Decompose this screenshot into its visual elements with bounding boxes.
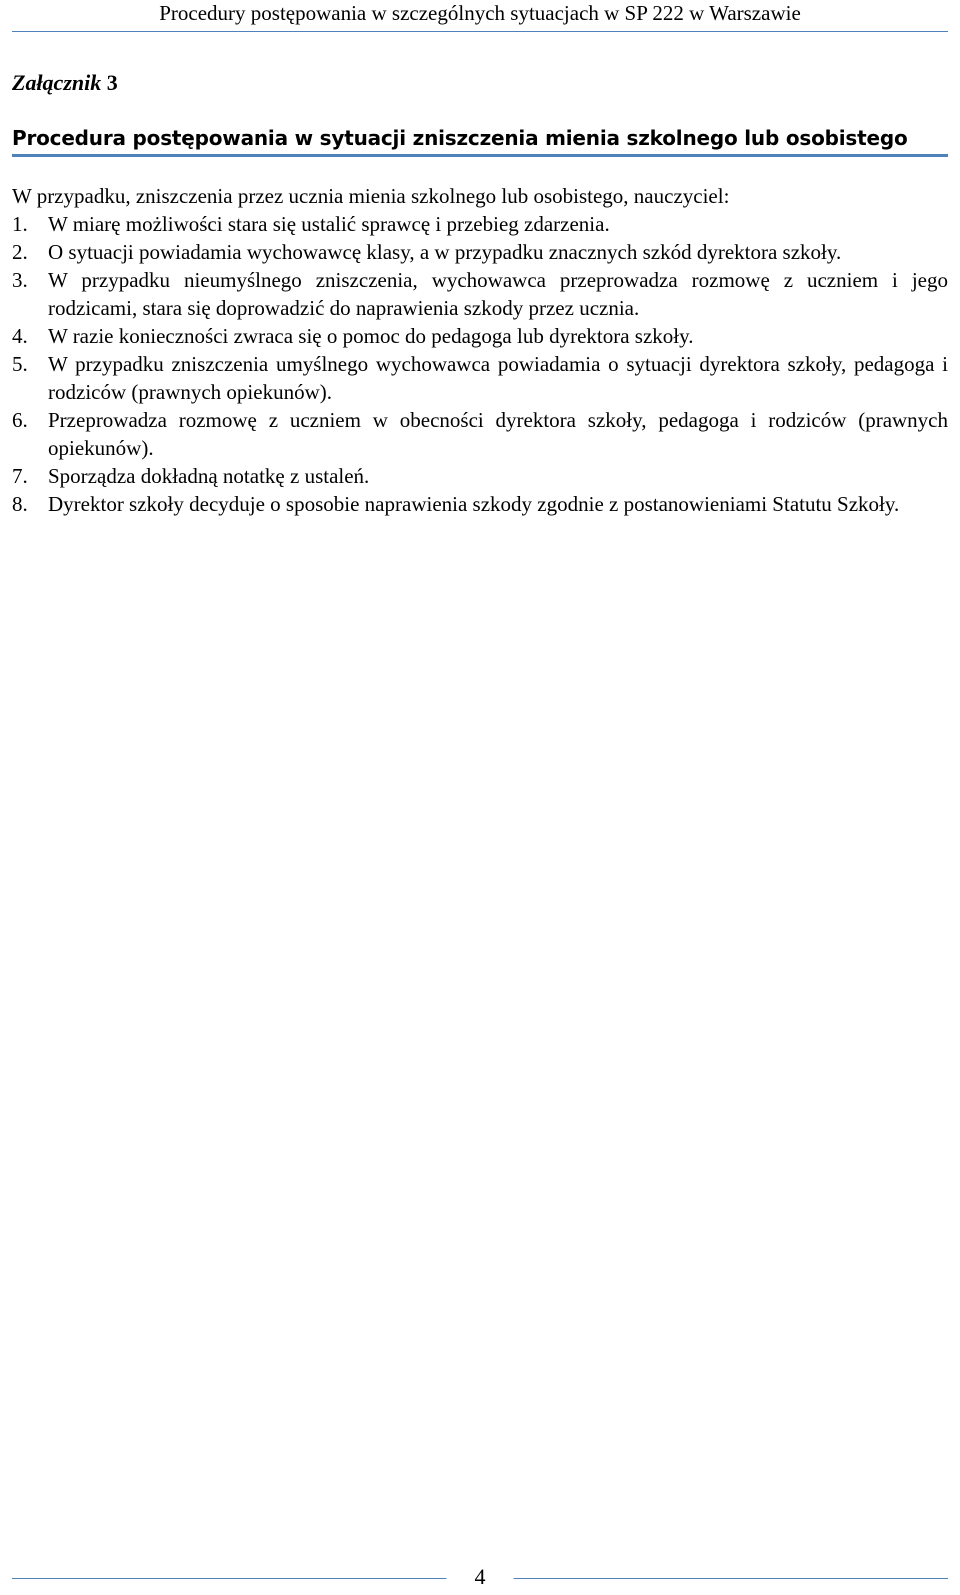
list-item: [12, 322, 948, 350]
list-item: [12, 266, 948, 322]
list-item: [12, 406, 948, 462]
list-item-number: 3.: [12, 268, 28, 292]
list-item-text: Sporządza dokładną notatkę z ustaleń.: [48, 464, 370, 488]
intro-paragraph: W przypadku, zniszczenia przez ucznia mienia szkolnego lub osobistego, nauczyciel:: [12, 184, 730, 208]
list-item-number: 7.: [12, 464, 28, 488]
document-body: [12, 182, 948, 518]
header-rule: [12, 31, 948, 32]
list-item-number: 2.: [12, 240, 28, 264]
list-item: [12, 238, 948, 266]
list-item-text: W przypadku nieumyślnego zniszczenia, wychowawca przeprowadza rozmowę z uczniem i jego rodzicami, stara się doprowadzić do naprawienia szkody przez ucznia.: [48, 268, 948, 320]
procedure-steps: [12, 210, 948, 518]
document-title: Procedura postępowania w sytuacji zniszczenia mienia szkolnego lub osobistego: [12, 126, 908, 150]
list-item-text: W przypadku zniszczenia umyślnego wychowawca powiadamia o sytuacji dyrektora szkoły, pedagoga i rodziców (prawnych opiekunów).: [48, 352, 948, 404]
annex-heading: [12, 68, 118, 98]
list-item-text: W miarę możliwości stara się ustalić sprawcę i przebieg zdarzenia.: [48, 212, 610, 236]
list-item: [12, 490, 948, 518]
page-number: 4: [447, 1564, 514, 1590]
list-item-text: Dyrektor szkoły decyduje o sposobie naprawienia szkody zgodnie z postanowieniami Statutu Szkoły.: [48, 492, 900, 516]
list-item-number: 1.: [12, 212, 28, 236]
annex-label: Załącznik: [12, 70, 102, 95]
list-item-text: W razie konieczności zwraca się o pomoc do pedagoga lub dyrektora szkoły.: [48, 324, 694, 348]
list-item-number: 5.: [12, 352, 28, 376]
list-item: [12, 210, 948, 238]
list-item: [12, 350, 948, 406]
running-header: Procedury postępowania w szczególnych sytuacjach w SP 222 w Warszawie: [159, 1, 801, 25]
list-item-number: 8.: [12, 492, 28, 516]
list-item-number: 6.: [12, 408, 28, 432]
title-rule: [12, 154, 948, 157]
list-item-text: Przeprowadza rozmowę z uczniem w obecności dyrektora szkoły, pedagoga i rodziców (prawnych opiekunów).: [48, 408, 948, 460]
list-item: [12, 462, 948, 490]
list-item-number: 4.: [12, 324, 28, 348]
annex-number: 3: [106, 70, 118, 95]
list-item-text: O sytuacji powiadamia wychowawcę klasy, a w przypadku znacznych szkód dyrektora szkoły.: [48, 240, 842, 264]
